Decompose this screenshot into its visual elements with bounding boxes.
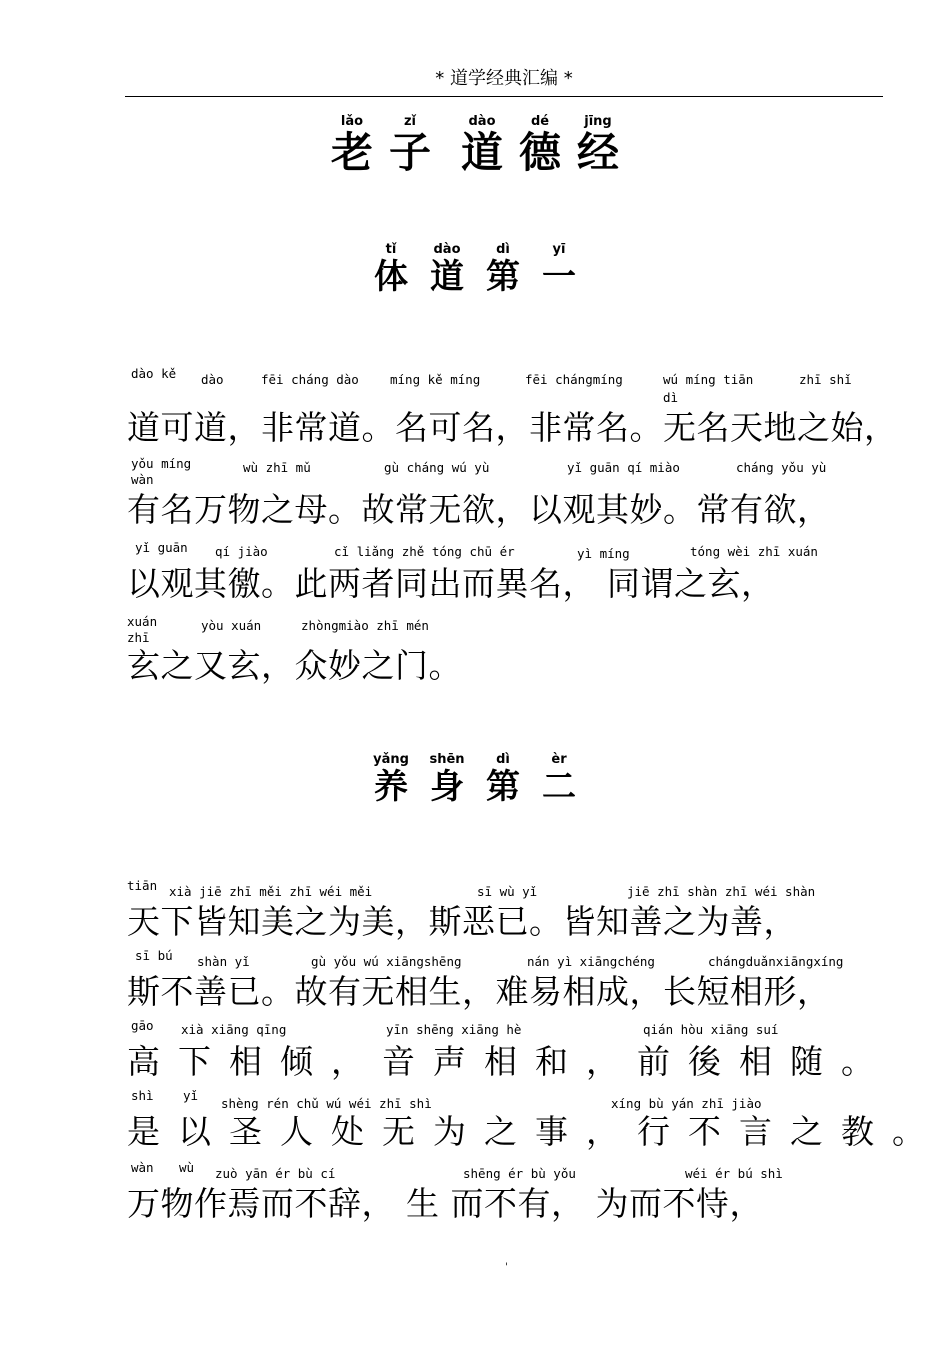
pinyin-ruby: yǐ guān bbox=[135, 540, 188, 555]
pinyin-ruby: fēi cháng dào bbox=[261, 372, 359, 387]
pinyin-ruby: zhī bbox=[127, 630, 150, 645]
pinyin-ruby: wù bbox=[179, 1160, 195, 1175]
pinyin-ruby: dào bbox=[201, 372, 224, 387]
scripture-line: 玄之又玄，众妙之门。 bbox=[127, 646, 462, 685]
running-header: * 道学经典汇编 * bbox=[125, 62, 883, 97]
pinyin-ruby: yòu xuán bbox=[201, 618, 262, 633]
section-title-char: tǐ 体 bbox=[374, 242, 408, 297]
pinyin-ruby: gāo bbox=[131, 1018, 154, 1033]
section-title-char: shēn 身 bbox=[429, 752, 465, 807]
pinyin-ruby: yīn shēng xiāng hè bbox=[386, 1022, 522, 1037]
section-title-char: dì 第 bbox=[486, 242, 520, 297]
pinyin-ruby: wéi ér bú shì bbox=[685, 1166, 783, 1181]
pinyin-ruby: wàn bbox=[131, 1160, 154, 1175]
section-title-char: dì 第 bbox=[486, 752, 520, 807]
pinyin-ruby: dì bbox=[663, 390, 679, 405]
pinyin-ruby: fēi chángmíng bbox=[525, 372, 623, 387]
pinyin-ruby: zuò yān ér bù cí bbox=[215, 1166, 336, 1181]
scripture-line: 高下相倾，音声相和，前後相随。 bbox=[127, 1042, 892, 1081]
pinyin-ruby: zhī shǐ bbox=[799, 372, 852, 387]
pinyin-ruby: shēng ér bù yǒu bbox=[463, 1166, 576, 1181]
pinyin-ruby: xià xiāng qīng bbox=[181, 1022, 287, 1037]
pinyin-ruby: yì míng bbox=[577, 546, 630, 561]
pinyin-ruby: cǐ liǎng zhě tóng chū ér bbox=[334, 544, 515, 559]
pinyin-ruby: qí jiào bbox=[215, 544, 268, 559]
pinyin-ruby: xuán bbox=[127, 614, 158, 629]
section-title-char: yī 一 bbox=[542, 242, 576, 297]
pinyin-ruby: tiān bbox=[127, 878, 158, 893]
pinyin-ruby: yǒu míng bbox=[131, 456, 192, 471]
title-char: dé 德 bbox=[518, 114, 561, 177]
section-title-1 bbox=[0, 240, 950, 297]
title-char: lǎo 老 bbox=[330, 114, 373, 177]
pinyin-ruby: míng kě míng bbox=[390, 372, 481, 387]
pinyin-ruby: sī bú bbox=[135, 948, 173, 963]
pinyin-ruby: jiē zhī shàn zhī wéi shàn bbox=[627, 884, 816, 899]
pinyin-ruby: xià jiē zhī měi zhī wéi měi bbox=[169, 884, 373, 899]
scripture-line: 斯不善已。故有无相生，难易相成，长短相形， bbox=[127, 972, 831, 1011]
pinyin-ruby: sī wù yǐ bbox=[477, 884, 538, 899]
pinyin-ruby: yǐ guān qí miào bbox=[567, 460, 680, 475]
pinyin-ruby: dào kě bbox=[131, 366, 177, 381]
pinyin-ruby: xíng bù yán zhī jiào bbox=[611, 1096, 762, 1111]
pinyin-ruby: wù zhī mǔ bbox=[243, 460, 311, 475]
pinyin-ruby: gù yǒu wú xiāngshēng bbox=[311, 954, 462, 969]
scripture-line: 有名万物之母。故常无欲，以观其妙。常有欲， bbox=[127, 490, 831, 529]
page-mark: ' bbox=[505, 1262, 508, 1273]
section-title-char: yǎng 养 bbox=[373, 752, 409, 807]
pinyin-ruby: shèng rén chǔ wú wéi zhī shì bbox=[221, 1096, 432, 1111]
section-title-char: èr 二 bbox=[542, 752, 576, 807]
title-char: zǐ 子 bbox=[388, 114, 431, 177]
pinyin-ruby: qián hòu xiāng suí bbox=[643, 1022, 779, 1037]
scripture-line: 道可道，非常道。名可名，非常名。无名天地之始， bbox=[127, 408, 898, 447]
pinyin-ruby: gù cháng wú yù bbox=[384, 460, 490, 475]
section-title-char: dào 道 bbox=[430, 242, 464, 297]
pinyin-ruby: nán yì xiāngchéng bbox=[527, 954, 655, 969]
pinyin-ruby: chángduǎnxiāngxíng bbox=[708, 954, 844, 969]
title-char: jīng 经 bbox=[576, 114, 619, 177]
pinyin-ruby: cháng yǒu yù bbox=[736, 460, 827, 475]
pinyin-ruby: yǐ bbox=[183, 1088, 199, 1103]
pinyin-ruby: wú míng tiān bbox=[663, 372, 754, 387]
book-title bbox=[0, 112, 950, 177]
section-title-2 bbox=[0, 750, 950, 807]
scripture-line: 万物作焉而不辞， 生 而不有， 为而不恃， bbox=[127, 1184, 763, 1223]
pinyin-ruby: shì bbox=[131, 1088, 154, 1103]
scripture-line: 以观其徼。此两者同出而異名， 同谓之玄， bbox=[127, 564, 775, 603]
title-char: dào 道 bbox=[460, 114, 503, 177]
pinyin-ruby: zhòngmiào zhī mén bbox=[301, 618, 429, 633]
scripture-line: 天下皆知美之为美，斯恶已。皆知善之为善， bbox=[127, 902, 797, 941]
scripture-line: 是以圣人处无为之事，行不言之教。 bbox=[127, 1112, 943, 1151]
pinyin-ruby: shàn yǐ bbox=[197, 954, 250, 969]
pinyin-ruby: tóng wèi zhī xuán bbox=[690, 544, 818, 559]
pinyin-ruby: wàn bbox=[131, 472, 154, 487]
